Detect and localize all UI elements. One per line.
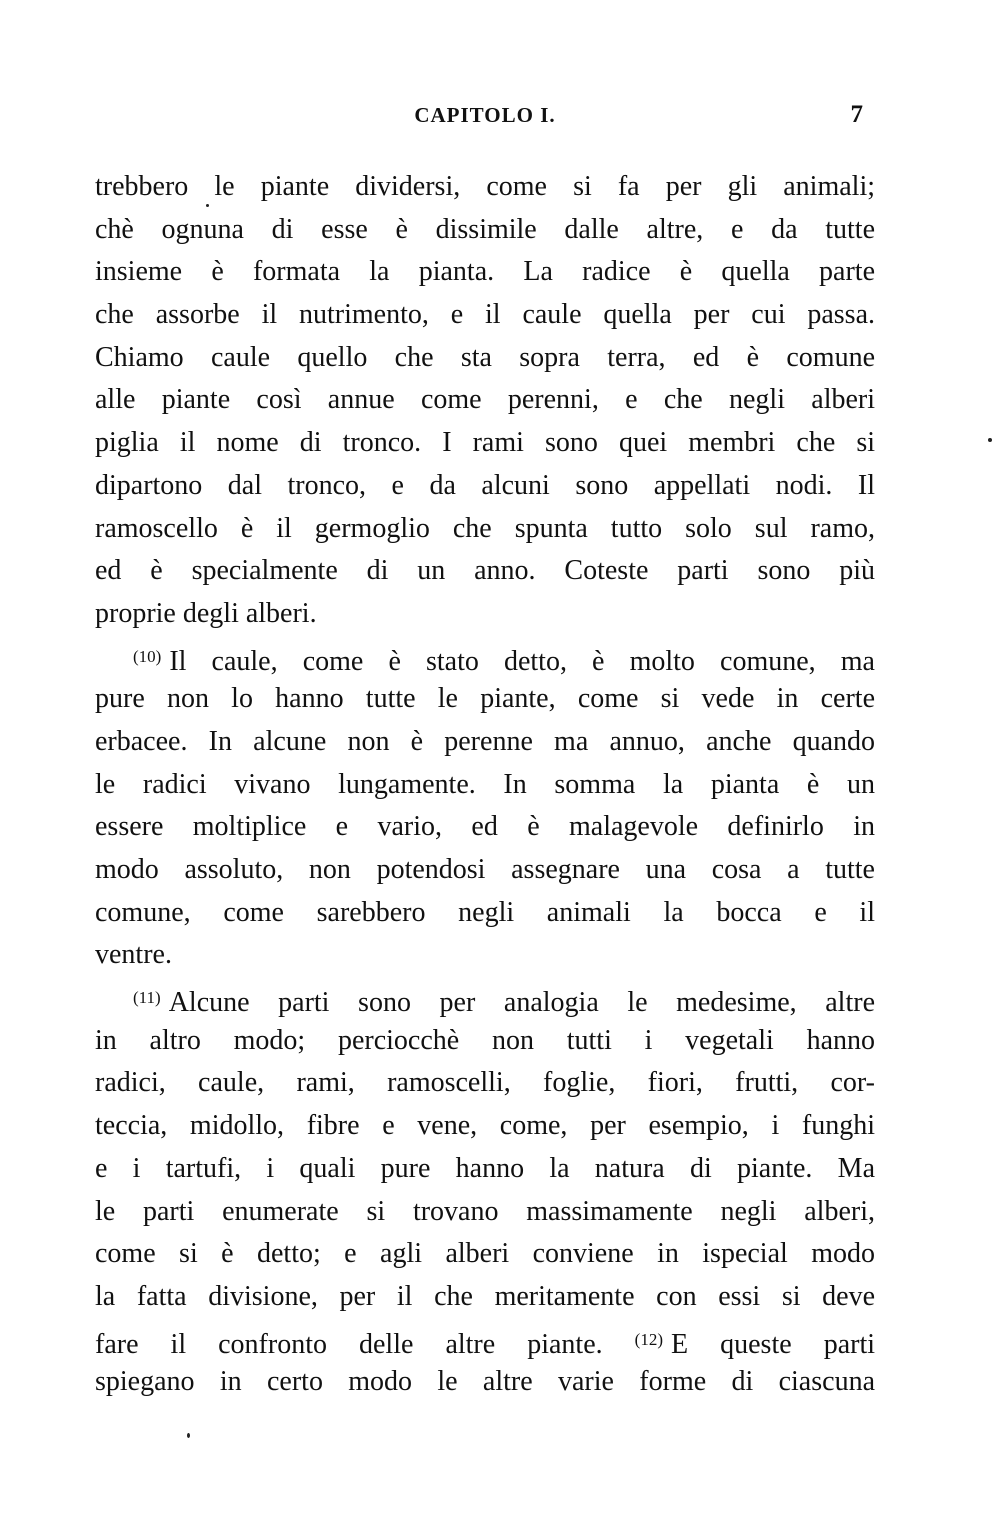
text-line: trebbero le piante dividersi, come si fa per gli animali; <box>95 171 875 202</box>
print-speck <box>187 1433 190 1438</box>
paragraph-start <box>95 977 875 1020</box>
print-speck <box>988 438 992 442</box>
text-line: e i tartufi, i quali pure hanno la natura di piante. Ma <box>95 1152 875 1184</box>
text-line-with-note <box>95 1319 875 1362</box>
text-line: spiegano in certo modo le altre varie forme di ciascuna <box>95 1366 875 1398</box>
text-line: la fatta divisione, per il che meritamente con essi si deve <box>95 1280 875 1312</box>
note-marker: (11) <box>133 988 161 1008</box>
text-line: insieme è formata la pianta. La radice è quella parte <box>95 256 875 288</box>
text-line: dipartono dal tronco, e da alcuni sono appellati nodi. Il <box>95 469 875 501</box>
running-head: CAPITOLO I. <box>414 103 556 127</box>
text-line: erbacee. In alcune non è perenne ma annuo, anche quando <box>95 725 875 757</box>
text-line: teccia, midollo, fibre e vene, come, per esempio, i funghi <box>95 1110 875 1142</box>
text-line: ventre. <box>95 939 172 971</box>
text-line: comune, come sarebbero negli animali la bocca e il <box>95 896 875 928</box>
text-line: piglia il nome di tronco. I rami sono quei membri che si <box>95 427 875 459</box>
text-line: chè ognuna di esse è dissimile dalle altre, e da tutte <box>95 213 875 245</box>
text-line: Chiamo caule quello che sta sopra terra, ed è comune <box>95 341 875 373</box>
text-line: Il caule, come è stato detto, è molto comune, ma <box>169 645 875 677</box>
text-line: che assorbe il nutrimento, e il caule quella per cui passa. <box>95 299 875 331</box>
text-line: come si è detto; e agli alberi conviene in ispecial modo <box>95 1238 875 1270</box>
text-line: Alcune parti sono per analogia le medesime, altre <box>168 987 875 1019</box>
text-line: modo assoluto, non potendosi assegnare una cosa a tutte <box>95 854 875 885</box>
text-line: radici, caule, rami, ramoscelli, foglie, fiori, frutti, cor- <box>95 1067 875 1099</box>
page-header <box>95 103 875 137</box>
note-marker: (12) <box>634 1329 663 1349</box>
text-line: fare il confronto delle altre piante. <box>95 1328 603 1360</box>
text-line: proprie degli alberi. <box>95 597 317 629</box>
print-speck <box>206 204 209 207</box>
text-line: in altro modo; perciocchè non tutti i vegetali hanno <box>95 1024 875 1056</box>
text-line: essere moltiplice e vario, ed è malagevole definirlo in <box>95 811 875 843</box>
text-line: alle piante così annue come perenni, e che negli alberi <box>95 384 875 416</box>
text-line: pure non lo hanno tutte le piante, come si vede in certe <box>95 683 875 715</box>
text-line: ramoscello è il germoglio che spunta tutto solo sul ramo, <box>95 512 875 544</box>
text-fragment: E queste parti <box>671 1328 875 1360</box>
text-line: le parti enumerate si trovano massimamente negli alberi, <box>95 1195 875 1227</box>
text-line: ed è specialmente di un anno. Coteste parti sono più <box>95 555 875 587</box>
note-marker: (10) <box>133 646 162 666</box>
page-number: 7 <box>850 101 863 128</box>
text-line: le radici vivano lungamente. In somma la pianta è un <box>95 768 875 800</box>
paragraph-start <box>95 636 875 679</box>
body-text <box>95 166 875 1404</box>
